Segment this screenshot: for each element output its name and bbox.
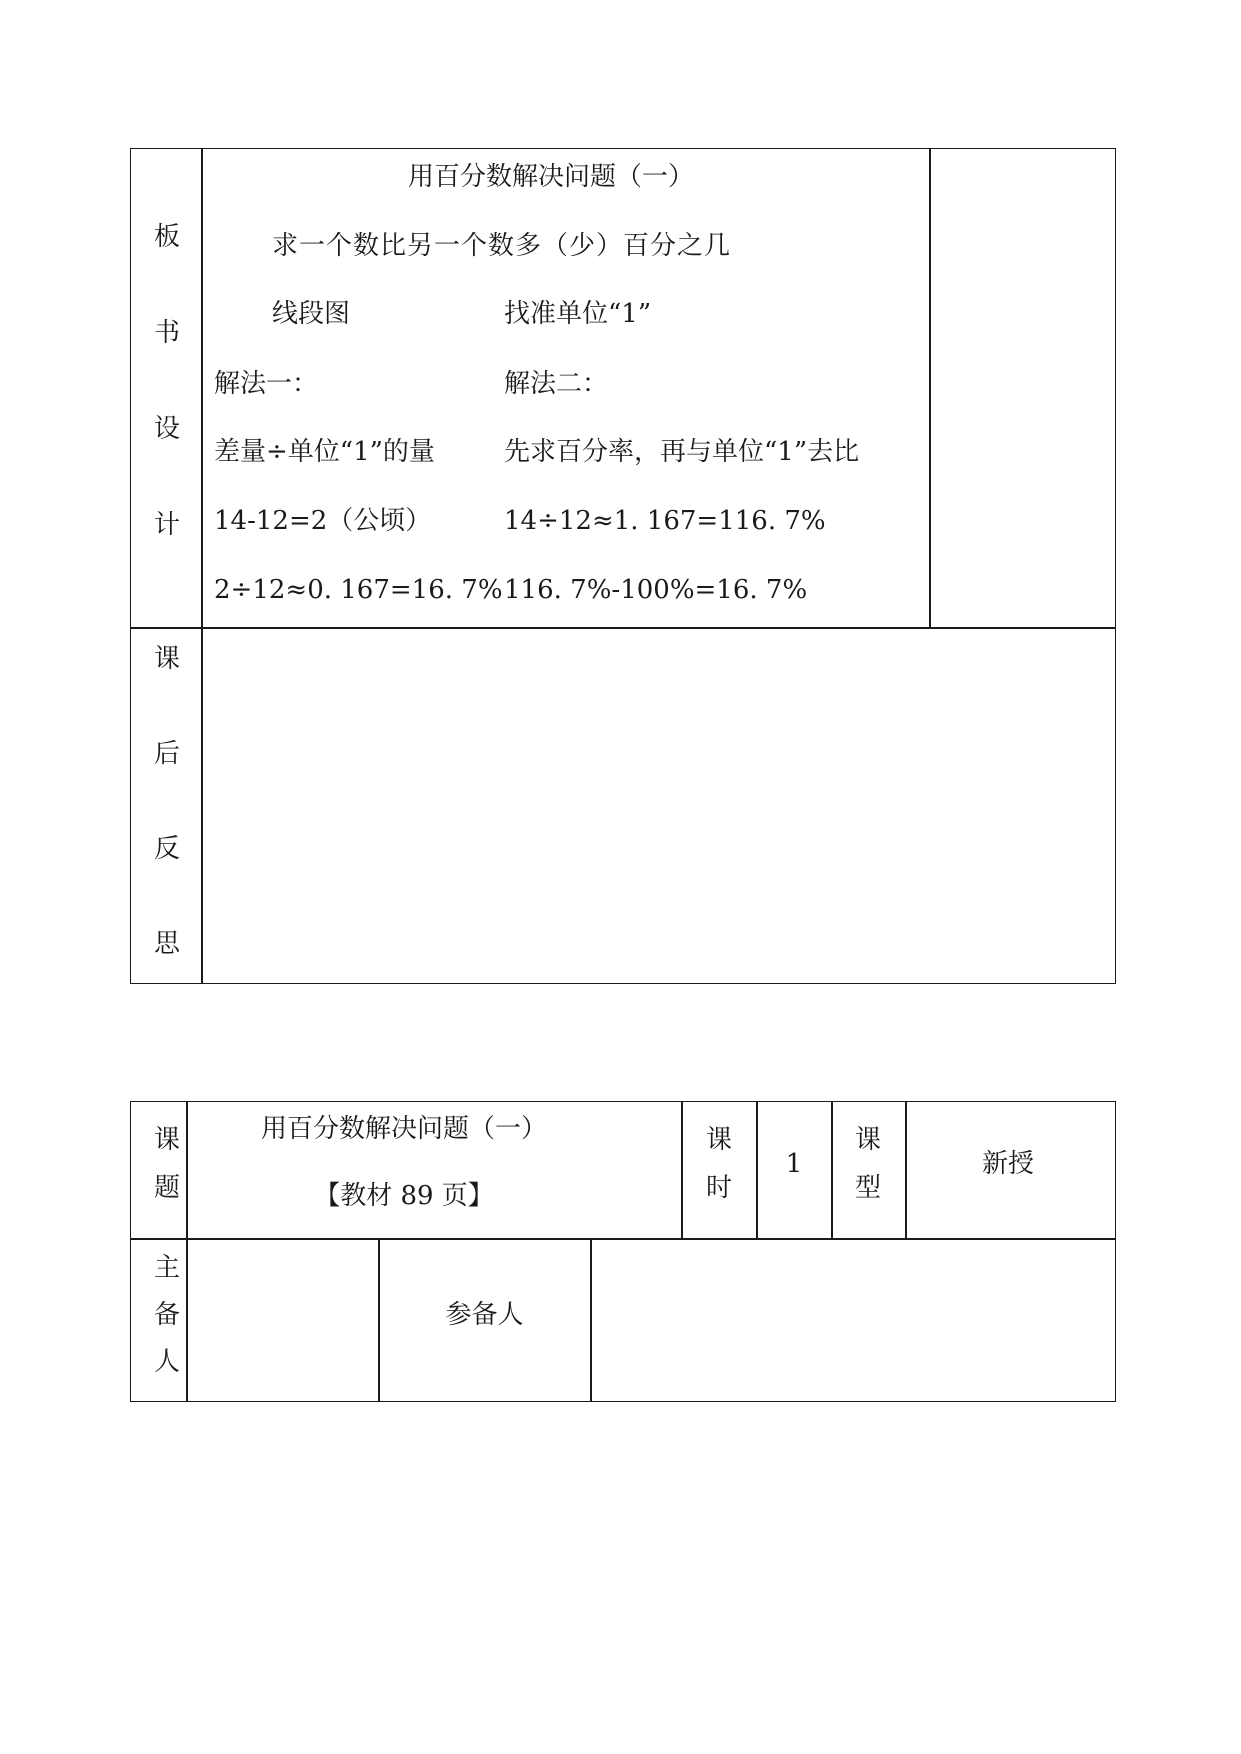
method-one-formula: 差量÷单位“1”的量 [214,437,435,467]
method-one-step-1: 14-12=2（公顷） [214,506,432,536]
method-one-step-2: 2÷12≈0. 167=16. 7% [214,575,503,605]
type-value: 新授 [981,1149,1034,1179]
board-subtitle: 求一个数比另一个数多（少）百分之几 [272,231,732,261]
method-one-label: 解法一： [214,369,319,399]
divider [590,1238,592,1402]
method-two-label: 解法二： [504,369,609,399]
topic-textbook-ref: 【教材 89 页】 [314,1181,494,1211]
topic-title: 用百分数解决问题（一） [260,1114,547,1144]
co-preparer-label: 参备人 [445,1300,524,1330]
segment-diagram-label: 线段图 [272,299,351,329]
divider [681,1101,683,1239]
board-title: 用百分数解决问题（一） [408,162,695,192]
divider [929,148,931,628]
method-two-step-2: 116. 7%-100%=16. 7% [504,575,808,605]
method-two-step-1: 14÷12≈1. 167=116. 7% [504,506,826,536]
divider [831,1101,833,1239]
method-two-formula: 先求百分率，再与单位“1”去比 [504,437,860,467]
reflection-area [203,629,1115,983]
hours-value: 1 [785,1149,803,1179]
divider [130,1238,1116,1240]
lesson-info-table [130,1101,1116,1402]
unit-one-label: 找准单位“1” [504,299,652,329]
